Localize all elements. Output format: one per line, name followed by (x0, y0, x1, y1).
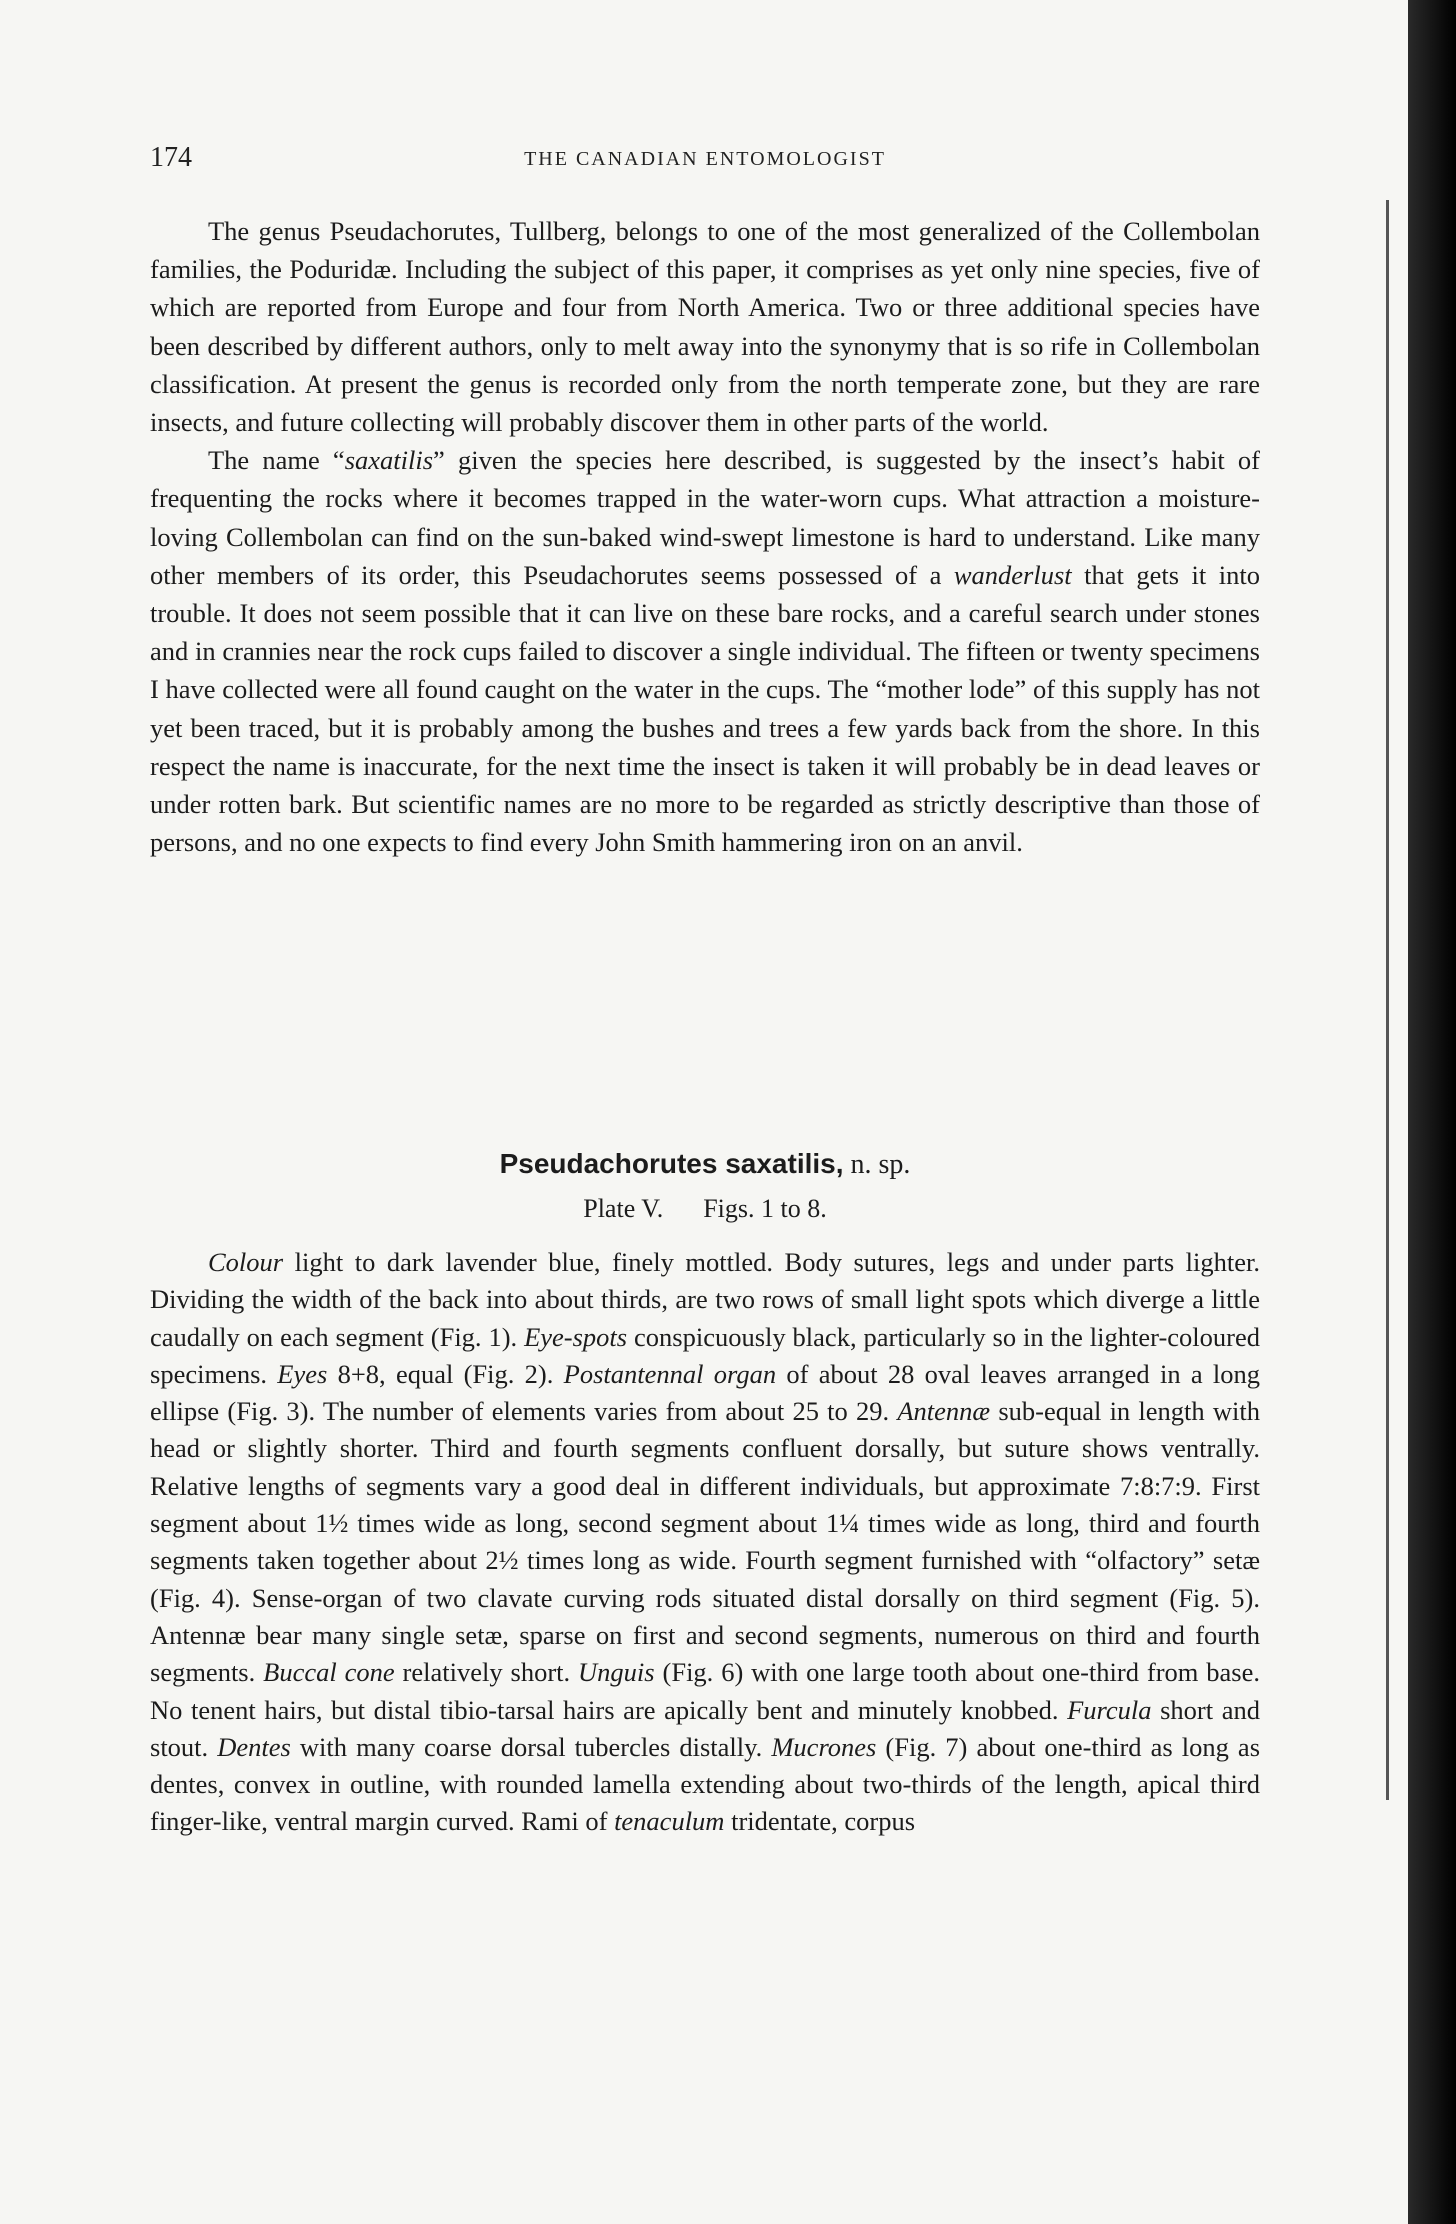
wanderlust-term: wanderlust (953, 559, 1072, 590)
page-header (150, 142, 1260, 182)
term-buccal-cone: Buccal cone (263, 1657, 395, 1688)
description-paragraph: Colour light to dark lavender blue, finely mottled. Body sutures, legs and under parts lighter. Dividing the width of the back into about thirds, are two rows of small light spots which diverge a little caudally on each segment (Fig. 1). Eye-spots conspicuously black, particularly so in the lighter-coloured specimens. Eyes 8+8, equal (Fig. 2). Postantennal organ of about 28 oval leaves arranged in a long ellipse (Fig. 3). The number of elements varies from about 25 to 29. Antennæ sub-equal in length with head or slightly shorter. Third and fourth segments confluent dorsally, but suture shows ventrally. Relative lengths of segments vary a good deal in different individuals, but approximate 7:8:7:9. First segment about 1½ times wide as long, second segment about 1¼ times wide as long, third and fourth segments taken together about 2½ times long as wide. Fourth segment furnished with “olfactory” setæ (Fig. 4). Sense-organ of two clavate curving rods situated distal dorsally on third segment (Fig. 5). Antennæ bear many single setæ, sparse on first and second segments, numerous on third and fourth segments. Buccal cone relatively short. Unguis (Fig. 6) with one large tooth about one-third from base. No tenent hairs, but distal tibio-tarsal hairs are apically bent and minutely knobbed. Furcula short and stout. Dentes with many coarse dorsal tubercles distally. Mucrones (Fig. 7) about one-third as long as dentes, convex in outline, with rounded lamella extending about two-thirds of the length, apical third finger-like, ventral margin curved. Rami of tenaculum tridentate, corpus (150, 1247, 1261, 1837)
plate-reference (150, 1194, 1260, 1224)
term-postantennal-organ: Postantennal organ (563, 1358, 777, 1389)
paragraph-genus: The genus Pseudachorutes, Tullberg, belongs to one of the most generalized of the Collembolan families, the Poduridæ. Including the subject of this paper, it comprises as yet only nine species, five of which are reported from Europe and four from North America. Two or three additional species have been described by different authors, only to melt away into the synonymy that is so rife in Collembolan classification. At present the genus is recorded only from the north temperate zone, but they are rare insects, and future collecting will probably discover them in other parts of the world. (150, 216, 1260, 438)
binding-rule (1386, 200, 1389, 1800)
page-number: 174 (150, 142, 192, 173)
page-edge-shadow (1408, 0, 1456, 2224)
species-epithet: saxatilis (344, 445, 434, 476)
new-species-marker: n. sp. (850, 1149, 911, 1180)
term-unguis: Unguis (578, 1657, 655, 1688)
running-title: THE CANADIAN ENTOMOLOGIST (524, 148, 886, 170)
term-mucrones: Mucrones (771, 1731, 877, 1762)
term-colour: Colour (208, 1247, 284, 1277)
species-description (150, 1244, 1260, 1841)
figs-label: Figs. 1 to 8. (703, 1194, 827, 1223)
term-eyes: Eyes (277, 1358, 328, 1389)
species-name: Pseudachorutes saxatilis, (499, 1148, 844, 1179)
species-heading (150, 1148, 1260, 1181)
paragraph-name: The name “saxatilis” given the species here described, is suggested by the insect’s habit of frequenting the rocks where it becomes trapped in the water-worn cups. What attraction a moisture-loving Collembolan can find on the sun-baked wind-swept limestone is hard to understand. Like many other members of its order, this Pseudachorutes seems possessed of a wanderlust that gets it into trouble. It does not seem possible that it can live on these bare rocks, and a careful search under stones and in crannies near the rock cups failed to discover a single individual. The fifteen or twenty specimens I have collected were all found caught on the water in the cups. The “mother lode” of this supply has not yet been traced, but it is probably among the bushes and trees a few yards back from the shore. In this respect the name is inaccurate, for the next time the insect is taken it will probably be in dead leaves or under rotten bark. But scientific names are no more to be regarded as strictly descriptive than those of persons, and no one expects to find every John Smith hammering iron on an anvil. (150, 445, 1261, 858)
term-eye-spots: Eye-spots (524, 1321, 628, 1352)
term-tenaculum: tenaculum (614, 1806, 725, 1837)
term-antennae: Antennæ (897, 1396, 991, 1427)
intro-text (150, 212, 1260, 861)
term-furcula: Furcula (1067, 1694, 1152, 1725)
plate-label: Plate V. (583, 1194, 664, 1223)
term-dentes: Dentes (217, 1731, 291, 1762)
